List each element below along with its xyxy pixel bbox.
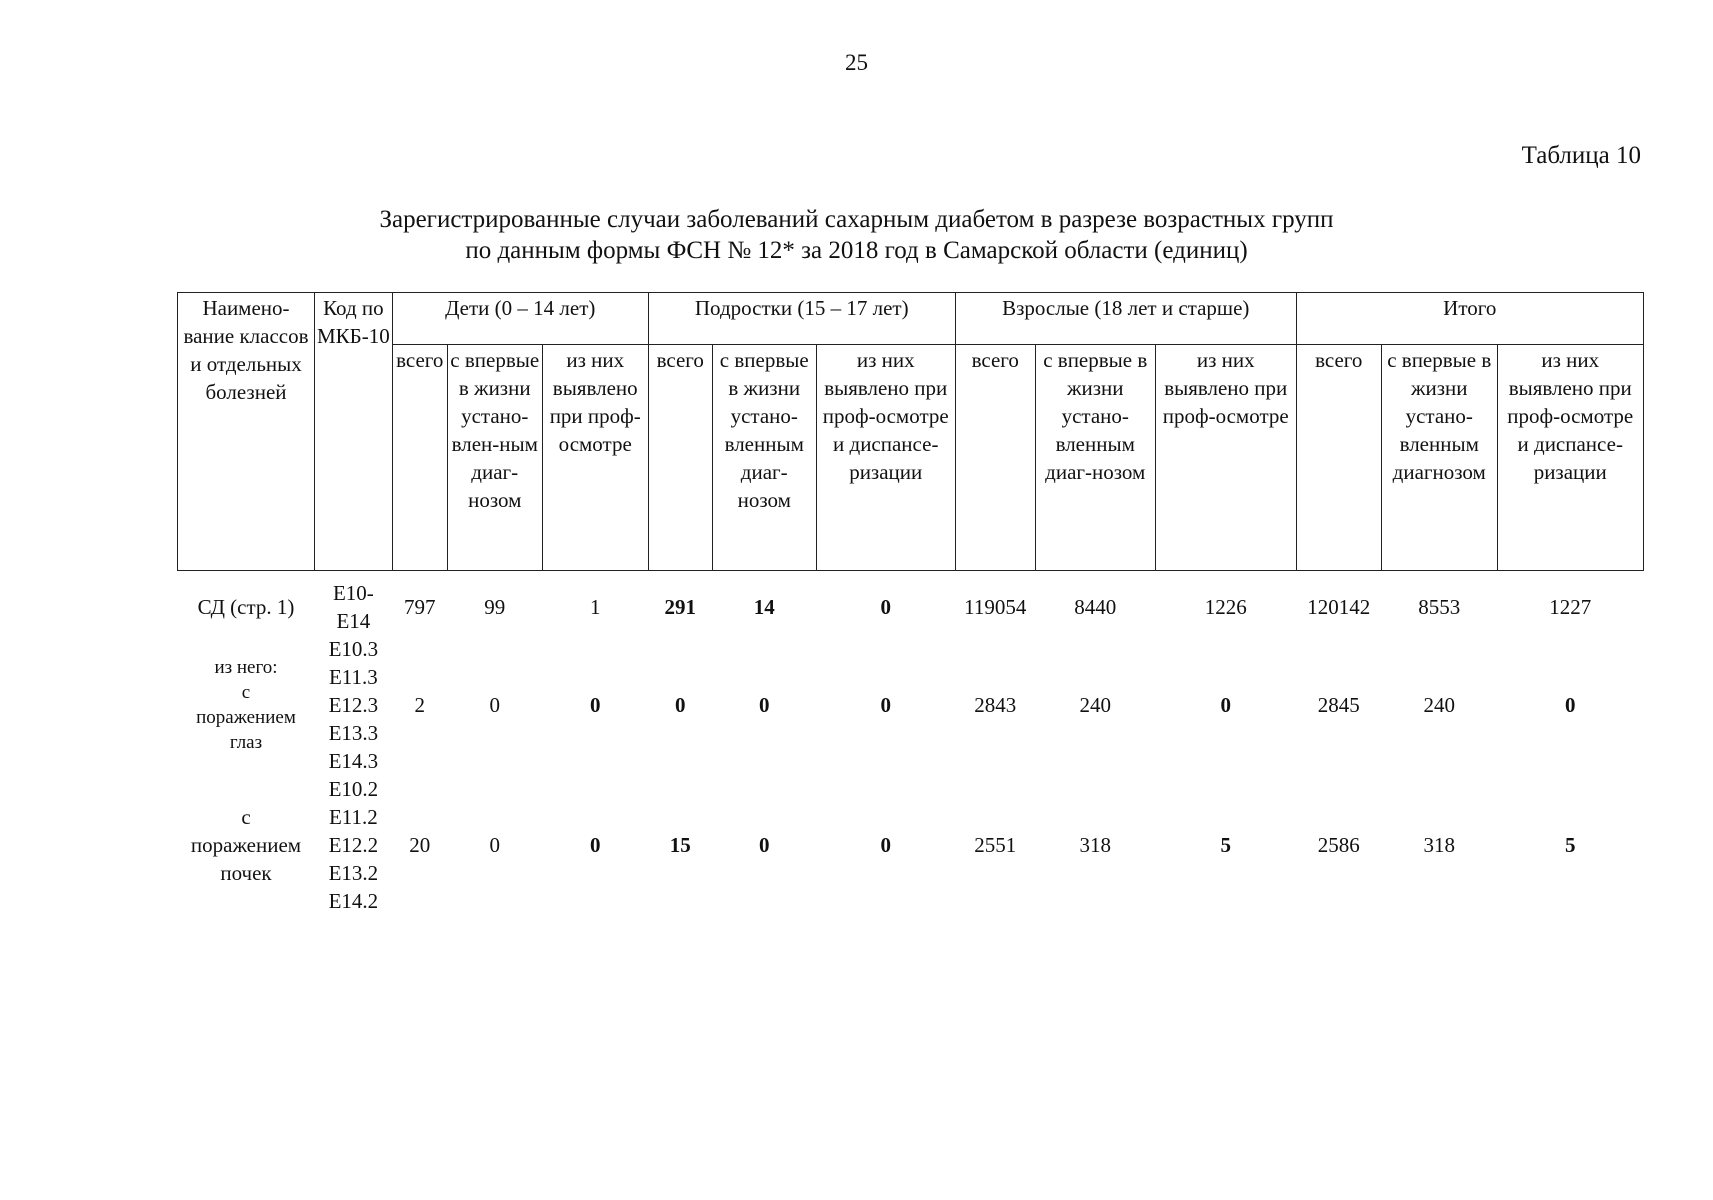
table-cell: 0 [674,693,686,717]
row-name: с поражением почек [190,805,302,885]
table-cell: 0 [1564,693,1576,717]
table-cell: 1227 [1549,595,1592,619]
table-cell: 8553 [1418,595,1461,619]
table-cell: 0 [589,833,601,857]
table-cell: 99 [484,595,506,619]
row-name: СД (стр. 1) [197,595,295,619]
table-title-line-2: по данным формы ФСН № 12* за 2018 год в Самарской области (единиц) [465,237,1248,264]
row-code: Е10.2 Е11.2 Е12.2 Е13.2 Е14.2 [328,777,379,913]
table-cell: 15 [669,833,691,857]
subheader-cell: всего [955,345,1035,571]
table-title [0,204,1713,266]
subheader-cell: с впервые в жизни устано-влен-ным диаг-нозом [447,345,542,571]
page-number: 25 [845,50,868,75]
table-cell: 0 [489,693,500,717]
table-cell: 318 [1423,833,1455,857]
subheader-cell: всего [648,345,712,571]
header-name-column: Наимено-вание классов и отдельных болезней [178,293,315,571]
table-cell: 2586 [1317,833,1360,857]
table-cell: 0 [880,595,891,619]
table-row-kidney-damage [178,775,1644,915]
table-row-diabetes-total [178,579,1644,635]
table-cell: 120142 [1307,595,1371,619]
table-cell: 2551 [974,833,1017,857]
table-caption: Таблица 10 [1521,142,1641,169]
header-group-teens: Подростки (15 – 17 лет) [648,293,955,345]
table-cell: 0 [489,833,500,857]
row-code: Е10- Е14 [332,581,374,633]
subheader-cell: всего [1296,345,1381,571]
table-cell: 5 [1564,833,1576,857]
table-cell: 291 [664,595,696,619]
header-group-children: Дети (0 – 14 лет) [392,293,648,345]
table-cell: 240 [1423,693,1455,717]
subheader-cell: с впервые в жизни устано-вленным диагнозом [1381,345,1497,571]
table-cell: 240 [1079,693,1111,717]
table-cell: 1226 [1204,595,1247,619]
table-cell: 0 [758,693,770,717]
table-cell: 2843 [974,693,1017,717]
table-cell: 119054 [964,595,1027,619]
table-cell: 0 [758,833,770,857]
table-cell: 797 [403,595,436,619]
table-cell: 318 [1079,833,1111,857]
table-cell: 5 [1220,833,1231,857]
table-cell: 20 [409,833,431,857]
table-row-eye-damage [178,635,1644,775]
table-cell: 0 [589,693,601,717]
table-cell: 0 [1220,693,1231,717]
subheader-cell: из них выявлено при проф-осмотре [542,345,648,571]
subheader-cell: из них выявлено при проф-осмотре [1155,345,1296,571]
table-cell: 2845 [1317,693,1360,717]
header-group-total: Итого [1296,293,1643,345]
subheader-cell: с впервые в жизни устано-вленным диаг-нозом [712,345,816,571]
table-cell: 0 [880,693,891,717]
row-name: из него: с поражением глаз [196,657,296,753]
diabetes-cases-table [177,292,1644,915]
subheader-cell: с впервые в жизни устано-вленным диаг-нозом [1035,345,1155,571]
table-cell: 2 [414,693,425,717]
subheader-cell: из них выявлено при проф-осмотре и диспансе-ризации [816,345,955,571]
header-group-adults: Взрослые (18 лет и старше) [955,293,1296,345]
table-cell: 0 [880,833,891,857]
header-code-column: Код по МКБ-10 [315,293,393,571]
table-cell: 14 [753,595,775,619]
row-code: Е10.3 Е11.3 Е12.3 Е13.3 Е14.3 [328,637,379,773]
table-title-line-1: Зарегистрированные случаи заболеваний сахарным диабетом в разрезе возрастных групп [379,206,1334,233]
table-cell: 8440 [1074,595,1117,619]
subheader-cell: всего [392,345,447,571]
table-cell: 1 [589,595,601,619]
subheader-cell: из них выявлено при проф-осмотре и диспансе-ризации [1497,345,1643,571]
